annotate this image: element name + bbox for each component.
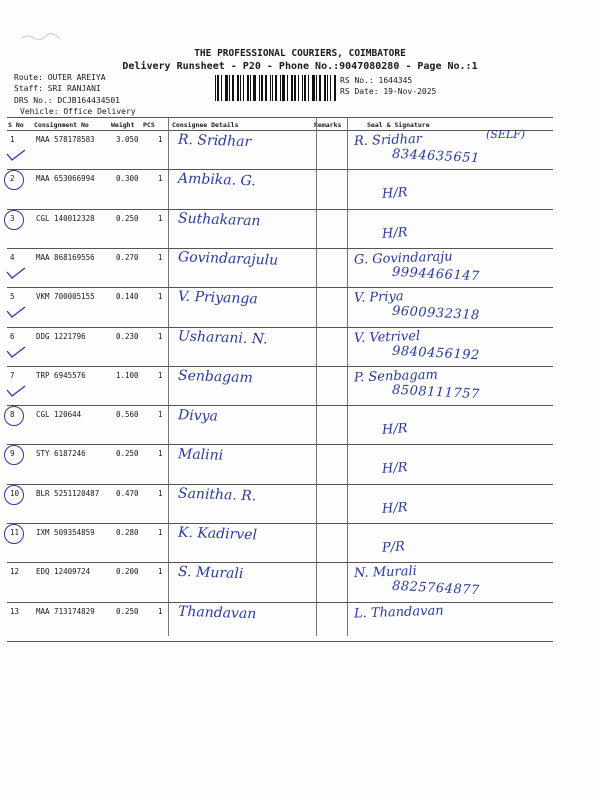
- row-consignee-handwritten: Usharani. N.: [177, 327, 268, 348]
- row-signature: P/R: [381, 539, 406, 556]
- barcode-bar: [302, 75, 303, 101]
- row-signature: V. Priya: [353, 289, 404, 307]
- barcode-bar: [316, 75, 317, 101]
- row-sno: 6: [10, 331, 15, 341]
- barcode-bar: [221, 75, 222, 101]
- row-consignment: STY 6187246: [36, 449, 86, 459]
- row-consignee-handwritten: Divya: [177, 407, 219, 425]
- row-signature: P. Senbagam: [353, 367, 439, 386]
- row-signature: H/R: [381, 460, 409, 478]
- barcode-bar: [229, 75, 230, 101]
- col-consignment: Consignment No: [34, 121, 89, 129]
- rs-date: RS Date: 19-Nov-2025: [340, 87, 437, 96]
- row-phone-handwritten: 8508111757: [391, 382, 481, 403]
- row-signature: H/R: [381, 499, 409, 517]
- row-signature: H/R: [381, 185, 409, 203]
- col-pcs: PCS: [143, 121, 155, 129]
- col-weight: Weight: [111, 121, 135, 129]
- row-consignee-handwritten: Senbagam: [177, 367, 254, 387]
- barcode-bar: [253, 75, 256, 101]
- row-rule: [7, 444, 553, 445]
- circle-mark-icon: [4, 406, 24, 426]
- drs-label: DRS No.: DCJB164434501: [14, 96, 120, 105]
- barcode-bar: [330, 75, 331, 101]
- row-pcs: 1: [158, 449, 163, 459]
- row-rule: [7, 484, 553, 485]
- row-pcs: 1: [158, 370, 163, 380]
- row-weight: 0.300: [116, 174, 139, 184]
- row-sno: 8: [10, 410, 15, 420]
- row-phone-handwritten: 8825764877: [391, 579, 481, 599]
- row-consignee-handwritten: Ambika. G.: [177, 170, 256, 190]
- barcode-bar: [243, 75, 244, 101]
- row-signature: H/R: [381, 224, 409, 242]
- circle-mark-icon: [4, 485, 24, 505]
- row-phone-handwritten: 9994466147: [391, 264, 481, 285]
- route-label: Route: OUTER AREIYA: [14, 73, 106, 82]
- row-signature: L. Thandavan: [353, 603, 444, 622]
- row-rule: [7, 641, 553, 642]
- row-weight: 0.280: [116, 528, 139, 537]
- circle-mark-icon: [4, 445, 24, 465]
- row-rule: [7, 405, 553, 406]
- barcode-bar: [280, 75, 281, 101]
- row-signature: H/R: [381, 421, 409, 438]
- row-consignment: BLR 5251120487: [36, 488, 100, 498]
- col-remarks: Remarks: [314, 121, 342, 129]
- row-consignee-handwritten: R. Sridhar: [177, 131, 252, 151]
- row-sno: 9: [10, 449, 15, 459]
- barcode-bar: [298, 75, 299, 101]
- row-consignee-handwritten: Sanitha. R.: [177, 485, 257, 505]
- column-rule-remarks: [316, 118, 317, 636]
- row-pcs: 1: [158, 606, 163, 616]
- row-consignee-handwritten: Thandavan: [177, 603, 257, 622]
- row-rule: [7, 523, 553, 524]
- row-weight: 0.560: [116, 410, 139, 420]
- row-rule: [7, 602, 553, 603]
- circle-mark-icon: [4, 170, 24, 190]
- rs-number: RS No.: 1644345: [340, 76, 413, 85]
- barcode-bar: [312, 75, 315, 101]
- row-weight: 0.200: [116, 567, 139, 577]
- row-phone-handwritten: 8344635651: [391, 146, 481, 167]
- row-weight: 0.250: [116, 606, 139, 616]
- barcode-bar: [261, 75, 263, 101]
- row-weight: 0.270: [116, 252, 139, 262]
- check-mark-icon: [5, 345, 27, 359]
- barcode-bar: [287, 75, 288, 101]
- row-pcs: 1: [158, 567, 163, 577]
- row-consignment: TRP 6945576: [36, 370, 86, 380]
- vehicle-label: Vehicle: Office Delivery: [20, 107, 136, 116]
- col-sno: S No: [8, 121, 24, 129]
- row-signature-note: (SELF): [486, 128, 526, 141]
- row-pcs: 1: [158, 174, 163, 184]
- row-pcs: 1: [158, 410, 163, 420]
- row-sno: 11: [10, 528, 20, 537]
- barcode-bar: [291, 75, 293, 101]
- scan-smudge: [20, 30, 70, 44]
- row-consignment: MAA 578178583: [36, 135, 95, 144]
- row-rule: [7, 287, 553, 288]
- row-sno: 10: [10, 488, 20, 498]
- row-sno: 3: [10, 213, 15, 223]
- header-bottom-rule: [7, 130, 553, 131]
- circle-mark-icon: [4, 524, 24, 544]
- row-sno: 5: [10, 292, 15, 302]
- row-weight: 0.140: [116, 292, 139, 302]
- row-consignee-handwritten: V. Priyanga: [177, 288, 258, 308]
- table-top-rule: [7, 117, 553, 118]
- row-signature: N. Murali: [353, 564, 418, 582]
- row-sno: 7: [10, 370, 15, 380]
- barcode-bar: [308, 75, 309, 101]
- company-title: THE PROFESSIONAL COURIERS, COIMBATORE: [194, 48, 406, 59]
- col-consignee: Consignee Details: [172, 121, 239, 129]
- row-signature: G. Govindaraju: [353, 249, 453, 268]
- barcode-bar: [240, 75, 241, 101]
- row-consignment: DDG 1221796: [36, 331, 86, 341]
- row-consignee-handwritten: Suthakaran: [177, 210, 261, 230]
- row-rule: [7, 209, 553, 210]
- row-consignment: IXM 509354859: [36, 528, 95, 537]
- row-weight: 0.250: [116, 449, 139, 459]
- row-weight: 3.050: [116, 135, 139, 144]
- barcode-bar: [282, 75, 285, 101]
- row-pcs: 1: [158, 292, 163, 302]
- row-rule: [7, 169, 553, 170]
- circle-mark-icon: [4, 210, 24, 230]
- barcode-bar: [304, 75, 306, 101]
- barcode-bar: [319, 75, 321, 101]
- barcode-bar: [237, 75, 239, 101]
- row-weight: 0.470: [116, 488, 139, 498]
- row-pcs: 1: [158, 135, 163, 144]
- row-consignee-handwritten: Govindarajulu: [177, 249, 279, 269]
- row-consignee-handwritten: Malini: [177, 446, 224, 465]
- row-consignment: MAA 713174829: [36, 606, 95, 616]
- barcode-image: [214, 75, 336, 101]
- barcode-bar: [247, 75, 249, 101]
- row-weight: 0.250: [116, 213, 139, 223]
- row-phone-handwritten: 9840456192: [391, 343, 481, 363]
- barcode-bar: [324, 75, 326, 101]
- row-consignment: CGL 140012328: [36, 213, 95, 223]
- barcode-bar: [259, 75, 260, 101]
- barcode-bar: [327, 75, 328, 101]
- row-pcs: 1: [158, 331, 163, 341]
- row-pcs: 1: [158, 528, 163, 537]
- barcode-bar: [294, 75, 296, 101]
- row-sno: 13: [10, 606, 20, 616]
- barcode-bar: [275, 75, 277, 101]
- barcode-bar: [272, 75, 273, 101]
- runsheet-title: Delivery Runsheet - P20 - Phone No.:9047080280 - Page No.:1: [122, 61, 478, 72]
- row-sno: 2: [10, 174, 15, 184]
- check-mark-icon: [5, 305, 27, 319]
- barcode-bar: [225, 75, 228, 101]
- barcode-bar: [215, 75, 216, 101]
- check-mark-icon: [5, 148, 27, 162]
- col-seal: Seal & Signature: [367, 121, 430, 129]
- row-sno: 4: [10, 252, 15, 262]
- row-rule: [7, 562, 553, 563]
- row-phone-handwritten: 9600932318: [391, 303, 481, 324]
- row-consignee-handwritten: K. Kadirvel: [177, 524, 258, 544]
- row-pcs: 1: [158, 488, 163, 498]
- row-rule: [7, 366, 553, 367]
- barcode-bar: [217, 75, 219, 101]
- row-consignment: CGL 120644: [36, 410, 82, 420]
- row-weight: 0.230: [116, 331, 139, 341]
- row-rule: [7, 248, 553, 249]
- row-signature: R. Sridhar: [353, 131, 423, 150]
- barcode-bar: [250, 75, 251, 101]
- check-mark-icon: [5, 384, 27, 398]
- row-sno: 1: [10, 135, 15, 144]
- barcode-bar: [270, 75, 271, 101]
- row-signature: V. Vetrivel: [353, 328, 421, 346]
- row-weight: 1.100: [116, 370, 139, 380]
- barcode-bar: [232, 75, 234, 101]
- column-rule-seal: [347, 118, 348, 636]
- column-rule-consignee: [168, 118, 169, 636]
- row-consignment: EDQ 12409724: [36, 567, 91, 577]
- row-pcs: 1: [158, 252, 163, 262]
- barcode-bar: [334, 75, 336, 101]
- barcode-bar: [265, 75, 267, 101]
- row-pcs: 1: [158, 213, 163, 223]
- staff-label: Staff: SRI RANJANI: [14, 84, 101, 93]
- row-consignment: MAA 653066994: [36, 174, 95, 184]
- row-consignment: VKM 700005155: [36, 292, 95, 302]
- row-sno: 12: [10, 567, 20, 577]
- row-consignment: MAA 868169556: [36, 252, 95, 262]
- check-mark-icon: [5, 266, 27, 280]
- row-consignee-handwritten: S. Murali: [177, 564, 244, 583]
- row-rule: [7, 327, 553, 328]
